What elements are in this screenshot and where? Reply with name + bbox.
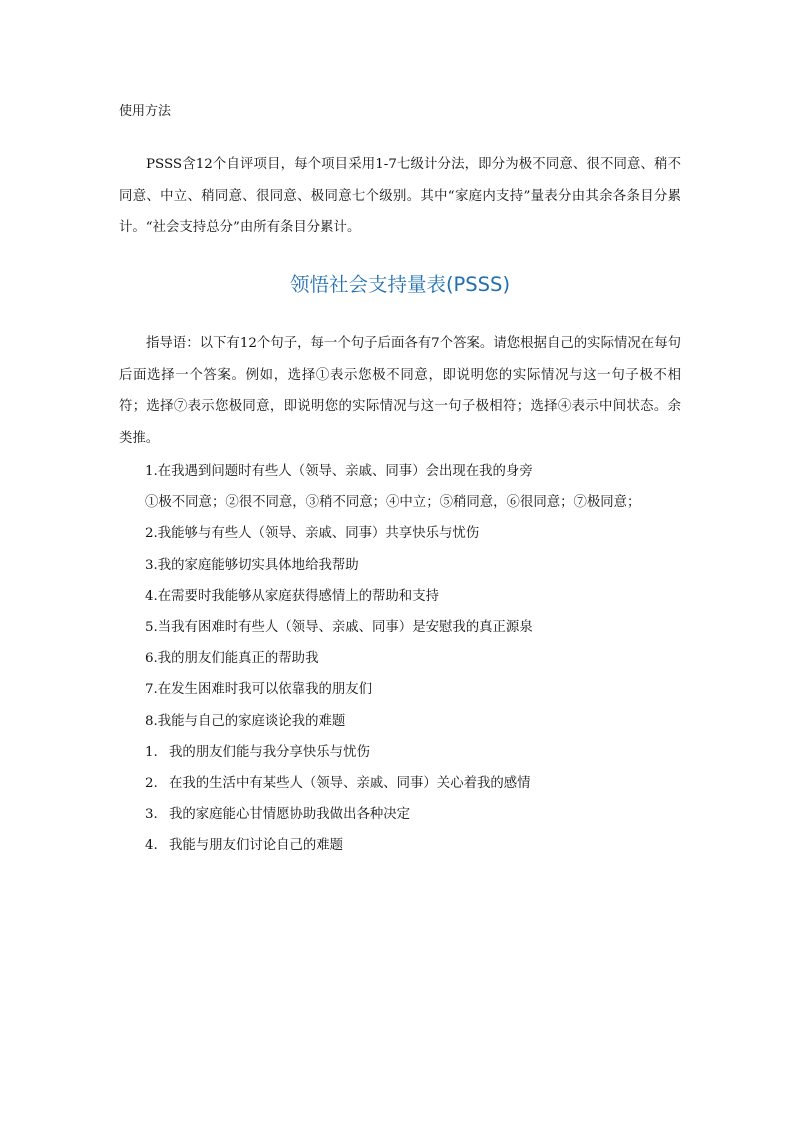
item-text: 我能与自己的家庭谈论我的难题 — [157, 713, 346, 729]
item-number: 3. — [145, 807, 158, 823]
usage-paragraph: PSSS含12个自评项目，每个项目采用1-7七级计分法，即分为极不同意、很不同意、稍不同意、中立、稍同意、很同意、极同意七个级别。其中“家庭内支持”量表分由其余各条目分累计。“社会支持总分”由所有条目分累计。 — [119, 157, 681, 235]
list-item — [145, 643, 685, 674]
item-number: 2. — [145, 526, 158, 542]
item-number: 6. — [145, 651, 158, 667]
item-text: 我的家庭能心甘情愿协助我做出各种决定 — [169, 807, 411, 823]
item-number: 2. — [145, 775, 158, 791]
item-number: 4. — [145, 588, 158, 604]
list-item — [145, 581, 685, 612]
list-item — [145, 830, 685, 861]
scale-title: 领悟社会支持量表(PSSS) — [289, 273, 511, 296]
item-text: 我的朋友们能与我分享快乐与忧伤 — [169, 744, 370, 760]
item-number: 8. — [145, 713, 158, 729]
item-number: 5. — [145, 619, 158, 635]
question-list — [145, 456, 685, 861]
item-text: 在发生困难时我可以依靠我的朋友们 — [157, 682, 373, 698]
item-text: 在我遇到问题时有些人（领导、亲戚、同事）会出现在我的身旁 — [157, 464, 533, 479]
list-item — [145, 518, 685, 549]
item-text: 我的家庭能够切实具体地给我帮助 — [157, 557, 359, 573]
item-text: 我的朋友们能真正的帮助我 — [157, 651, 319, 667]
item-text: ①极不同意；②很不同意，③稍不同意；④中立；⑤稍同意，⑥很同意；⑦极同意； — [145, 495, 641, 511]
item-number: 1. — [145, 744, 158, 760]
list-item — [145, 706, 685, 737]
item-number: 4. — [145, 838, 158, 854]
item-text: 我能与朋友们讨论自己的难题 — [169, 838, 344, 854]
list-item — [145, 456, 685, 487]
answer-options — [145, 487, 685, 518]
list-item — [145, 674, 685, 705]
list-item — [145, 612, 685, 643]
item-text: 当我有困难时有些人（领导、亲戚、同事）是安慰我的真正源泉 — [157, 619, 533, 635]
list-item — [145, 550, 685, 581]
item-number: 1. — [145, 464, 158, 479]
list-item — [145, 799, 685, 830]
item-text: 在我的生活中有某些人（领导、亲戚、同事）关心着我的感情 — [169, 775, 531, 791]
item-text: 在需要时我能够从家庭获得感情上的帮助和支持 — [157, 588, 439, 604]
usage-heading: 使用方法 — [119, 104, 172, 119]
instructions-paragraph: 指导语：以下有12个句子，每一个句子后面各有7个答案。请您根据自己的实际情况在每句后面选择一个答案。例如，选择①表示您极不同意，即说明您的实际情况与这一句子极不相符；选择⑦表示您极同意，即说明您的实际情况与这一句子极相符；选择④表示中间状态。余类推。 — [119, 336, 681, 446]
item-number: 3. — [145, 557, 158, 573]
list-item — [145, 737, 685, 768]
item-number: 7. — [145, 682, 158, 698]
list-item — [145, 768, 685, 799]
item-text: 我能够与有些人（领导、亲戚、同事）共享快乐与忧伤 — [157, 526, 480, 542]
